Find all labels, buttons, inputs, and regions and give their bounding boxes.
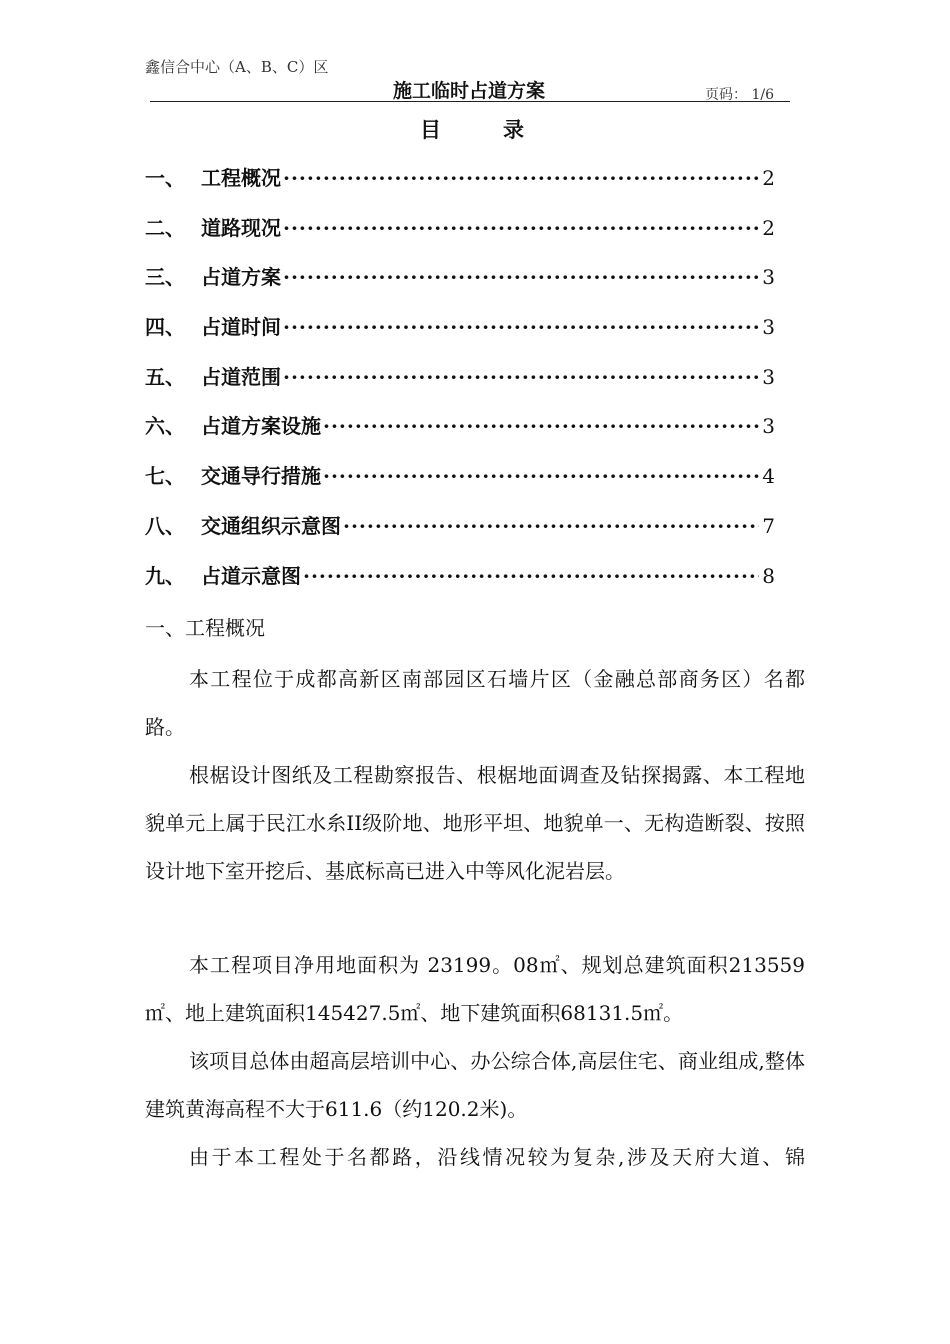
toc-entry-page: 4 xyxy=(762,464,775,489)
toc-heading: 目录 xyxy=(420,117,586,142)
toc-entry[interactable] xyxy=(145,311,775,361)
toc-entry-title: 占道方案设施 xyxy=(201,414,321,439)
toc-entry-number: 九、 xyxy=(145,563,185,588)
toc-entry[interactable] xyxy=(145,510,775,560)
toc-entry[interactable] xyxy=(145,560,775,610)
toc-entry-title: 占道范围 xyxy=(201,364,281,389)
toc-entry-title: 工程概况 xyxy=(201,166,281,190)
toc-entry-page: 8 xyxy=(762,563,775,588)
toc-entry[interactable] xyxy=(145,410,775,460)
table-of-contents xyxy=(145,162,775,609)
toc-entry-page: 3 xyxy=(762,265,775,290)
toc-entry-title: 占道方案 xyxy=(201,265,281,290)
toc-leader-dots xyxy=(283,315,759,339)
toc-entry-number: 一、 xyxy=(145,166,185,190)
body-paragraph: 本工程项目净用地面积为 23199。08㎡、规划总建筑面积213559㎡、地上建筑面积145427.5㎡、地下建筑面积68131.5㎡。 xyxy=(145,953,805,1025)
toc-leader-dots xyxy=(323,414,759,438)
toc-leader-dots xyxy=(283,166,759,190)
toc-entry-page: 2 xyxy=(762,166,775,190)
body-paragraph: 该项目总体由超高层培训中心、办公综合体,高层住宅、商业组成,整体建筑黄海高程不大于611.6（约120.2米)。 xyxy=(145,1049,805,1121)
toc-leader-dots xyxy=(303,564,759,588)
toc-entry-page: 3 xyxy=(762,364,775,389)
toc-entry-number: 五、 xyxy=(145,364,185,389)
toc-entry-title: 交通导行措施 xyxy=(201,464,321,489)
header-rule xyxy=(150,101,790,102)
toc-entry-page: 2 xyxy=(762,215,775,240)
toc-entry-number: 八、 xyxy=(145,513,185,538)
toc-entry[interactable] xyxy=(145,162,775,212)
header-company: 鑫信合中心（A、B、C）区 xyxy=(145,58,329,76)
toc-entry-page: 3 xyxy=(762,315,775,340)
toc-entry-number: 七、 xyxy=(145,464,185,489)
body-paragraph: 由于本工程处于名都路，沿线情况较为复杂,涉及天府大道、锦 xyxy=(189,1145,805,1169)
section-heading: 一、工程概况 xyxy=(145,616,265,640)
toc-leader-dots xyxy=(283,216,759,240)
toc-entry-page: 7 xyxy=(762,513,775,538)
toc-entry-number: 六、 xyxy=(145,414,185,439)
header-page-number: 页码： 1/6 xyxy=(705,87,774,103)
toc-entry-title: 交通组织示意图 xyxy=(201,513,341,538)
toc-leader-dots xyxy=(323,464,759,488)
toc-entry[interactable] xyxy=(145,361,775,411)
header-title: 施工临时占道方案 xyxy=(393,80,546,102)
toc-entry-title: 占道示意图 xyxy=(201,563,301,588)
toc-leader-dots xyxy=(283,265,759,289)
toc-entry[interactable] xyxy=(145,460,775,510)
toc-entry[interactable] xyxy=(145,212,775,262)
toc-entry-number: 二、 xyxy=(145,215,185,240)
toc-entry-title: 占道时间 xyxy=(201,315,281,340)
toc-entry-number: 四、 xyxy=(145,315,185,340)
toc-entry-title: 道路现况 xyxy=(201,215,281,240)
body-paragraph: 本工程位于成都高新区南部园区石墙片区（金融总部商务区）名都路。 xyxy=(145,667,805,739)
toc-entry[interactable] xyxy=(145,261,775,311)
body-paragraph: 根椐设计图纸及工程勘察报告、根椐地面调查及钻探揭露、本工程地貌单元上属于民江水糸II级阶地、地形平坦、地貌单一、无构造断裂、按照设计地下室开挖后、基底标高已进入中等风化泥岩层。 xyxy=(145,763,805,883)
toc-entry-number: 三、 xyxy=(145,265,185,290)
toc-entry-page: 3 xyxy=(762,414,775,439)
toc-leader-dots xyxy=(343,514,759,538)
section-body xyxy=(145,655,805,1181)
toc-leader-dots xyxy=(283,365,759,389)
